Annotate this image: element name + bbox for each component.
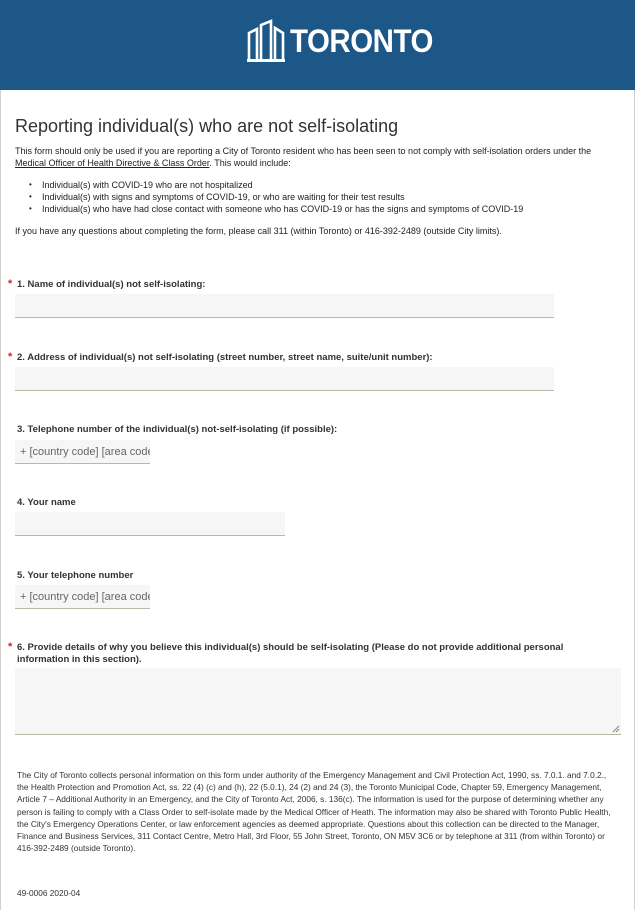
page-title: Reporting individual(s) who are not self-isolating — [15, 116, 399, 136]
list-item: • Individual(s) with signs and symptoms of COVID-19, or who are waiting for their test results — [42, 191, 523, 203]
list-item: • Individual(s) who have had close contact with someone who has COVID-19 or has the signs and symptoms of COVID-19 — [42, 203, 523, 215]
q6-label: 6. Provide details of why you believe this individual(s) should be self-isolating (Please do not provide additional personal information in this section). — [17, 642, 564, 665]
city-hall-icon — [246, 19, 286, 63]
form-number: 49-0006 2020-04 — [17, 888, 81, 898]
individual-phone-input[interactable] — [15, 440, 150, 464]
site-header — [0, 0, 635, 90]
q1-label: 1. Name of individual(s) not self-isolating: — [17, 279, 206, 290]
criteria-list — [42, 179, 523, 215]
details-textarea[interactable] — [15, 668, 621, 735]
individual-name-input[interactable] — [15, 294, 554, 318]
intro-text — [15, 145, 615, 169]
q4-label: 4. Your name — [17, 497, 76, 508]
individual-address-input[interactable] — [15, 367, 554, 391]
q5-label: 5. Your telephone number — [17, 570, 134, 581]
resize-grip-icon[interactable] — [612, 725, 620, 733]
list-item: • Individual(s) with COVID-19 who are not hospitalized — [42, 179, 523, 191]
directive-link[interactable]: Medical Officer of Health Directive & Class Order — [15, 158, 210, 168]
required-marker: * — [8, 351, 13, 363]
your-name-input[interactable] — [15, 512, 285, 536]
q3-label: 3. Telephone number of the individual(s) not-self-isolating (if possible): — [17, 424, 338, 435]
intro-tail: . This would include: — [209, 158, 291, 168]
required-marker: * — [8, 278, 13, 290]
logo-wordmark: TORONTO — [290, 22, 433, 59]
required-marker: * — [8, 641, 13, 653]
privacy-notice: The City of Toronto collects personal information on this form under authority of the Emergency Management and Civil Protection Act, 1990, ss. 7.0.1. and 7.0.2., the Health Protection and Promotion Act, ss. 22 (4) (c) and (h), 22 (5.0.1), 24 (2) and 24 (3), the Toronto Municipal Code, Chapter 59, Emergency Management, Article 7 – Additional Authority in an Emergency, and the City of Toronto Act, 2006, s. 136(c). The information is used for the purpose of determining whether any person is failing to comply with a Class Order to self-isolate made by the Medical Officer of Heath. The information may also be shared with Toronto Public Health, the City's Emergency Operations Center, or law enforcement agencies as deemed appropriate. Questions about this collection can be directed to the Manager, Finance and Business Services, 311 Contact Centre, Metro Hall, 3rd Floor, 55 John Street, Toronto, ON M5V 3C6 or by telephone at 311 (from within Toronto) or 416-392-2489 (outside Toronto). — [17, 770, 611, 854]
toronto-logo[interactable] — [246, 17, 445, 65]
q2-label: 2. Address of individual(s) not self-isolating (street number, street name, suite/unit number): — [17, 352, 433, 363]
your-phone-input[interactable] — [15, 585, 150, 609]
intro-lead: This form should only be used if you are reporting a City of Toronto resident who has been seen to not comply with self-isolation orders under the — [15, 146, 592, 156]
contact-note: If you have any questions about completing the form, please call 311 (within Toronto) or 416-392-2489 (outside City limits). — [15, 226, 502, 236]
